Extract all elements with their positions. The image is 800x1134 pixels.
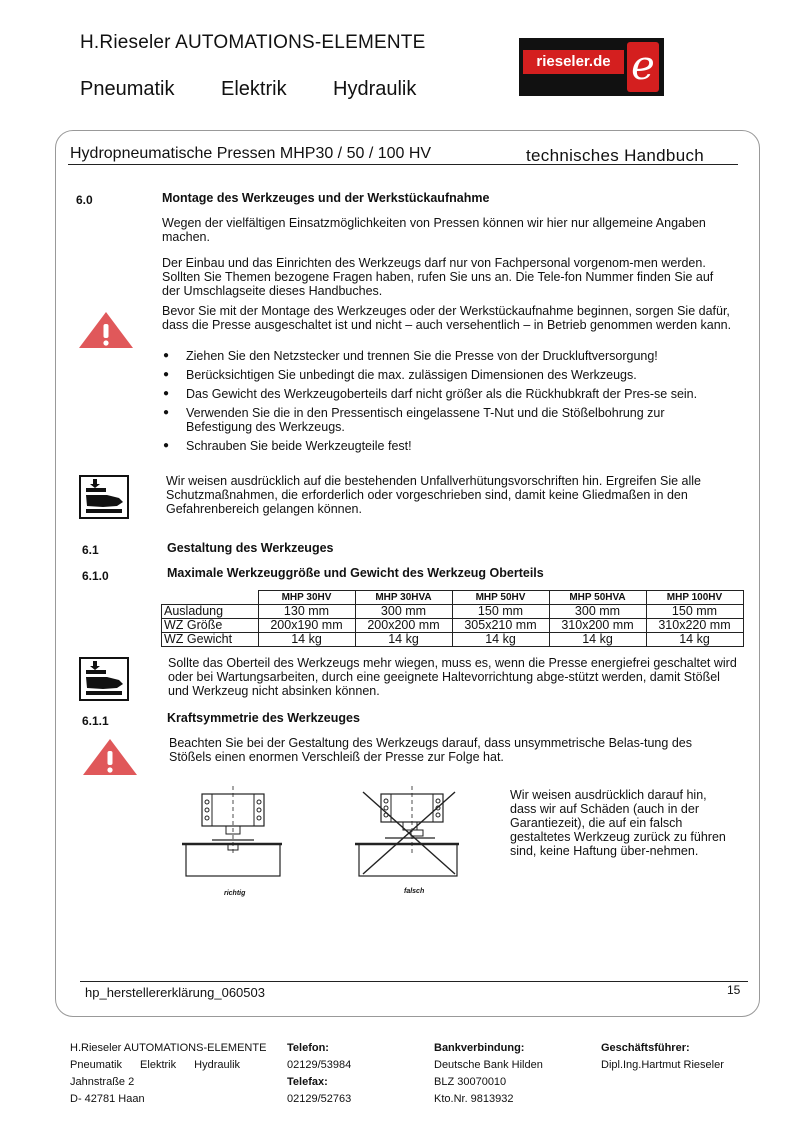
table-cell: 130 mm [258, 605, 355, 619]
section-title-6-0: Montage des Werkzeuges und der Werkstückaufnahme [162, 191, 490, 205]
tool-size-table [161, 590, 744, 647]
company-name: H.Rieseler AUTOMATIONS-ELEMENTE [80, 32, 426, 53]
row-label: WZ Gewicht [162, 633, 259, 647]
address-company: H.Rieseler AUTOMATIONS-ELEMENTE [70, 1042, 267, 1054]
address-street: Jahnstraße 2 [70, 1076, 135, 1088]
category-pneumatik: Pneumatik [80, 78, 175, 100]
paragraph-fachpersonal: Der Einbau und das Einrichten des Werkzeugs darf nur von Fachpersonal vorgenom-men werden. Sollten Sie Themen bezogene Fragen haben, rufen Sie uns an. Die Tele-fon Nummer finden Sie auf der Umschlagseite dieses Handbuches. [162, 256, 714, 298]
column-header: MHP 100HV [646, 591, 743, 605]
phone-label: Telefon: [287, 1042, 329, 1054]
table-cell: 14 kg [258, 633, 355, 647]
paragraph-before-mounting: Bevor Sie mit der Montage des Werkzeuges oder der Werkstückaufnahme beginnen, sorgen Sie dafür, dass die Presse ausgeschaltet ist und nicht – auch versehentlich – in Betrieb genommen werden kann. [162, 304, 732, 332]
logo-letter: e [627, 42, 659, 92]
row-label: Ausladung [162, 605, 259, 619]
table-cell: 200x190 mm [258, 619, 355, 633]
table-cell: 200x200 mm [355, 619, 452, 633]
list-item: ● Berücksichtigen Sie unbedingt die max. zulässigen Dimensionen des Werkzeugs. [160, 368, 750, 382]
hand-crush-icon [79, 657, 129, 701]
document-title: Hydropneumatische Pressen MHP30 / 50 / 100 HV [70, 145, 432, 162]
bank-block [434, 1040, 543, 1108]
table-cell: 310x200 mm [549, 619, 646, 633]
row-label: WZ Größe [162, 619, 259, 633]
address-categories [70, 1057, 266, 1074]
table-cell: 300 mm [549, 605, 646, 619]
paragraph-accident-prevention: Wir weisen ausdrücklich auf die bestehenden Unfallverhütungsvorschriften hin. Ergreifen Sie alle Schutzmaßnahmen, die erforderlich oder vorgeschrieben sind, damit keine Gliedmaßen in den Gefahrenbereich gelangen können. [166, 474, 702, 516]
bank-label: Bankverbindung: [434, 1042, 525, 1054]
document-subtitle: technisches Handbuch [526, 146, 705, 165]
section-number-6-1-0: 6.1.0 [82, 569, 109, 583]
paragraph-symmetry: Beachten Sie bei der Gestaltung des Werkzeugs darauf, dass unsymmetrische Belas-tung des Stößels einen enormen Verschleiß der Presse zur Folge hat. [169, 736, 692, 764]
category-hydraulik: Hydraulik [333, 78, 417, 100]
section-number-6-1: 6.1 [82, 543, 99, 557]
table-row [162, 619, 744, 633]
column-header: MHP 30HVA [355, 591, 452, 605]
phone-number: 02129/53984 [287, 1059, 352, 1071]
section-number-6-1-1: 6.1.1 [82, 714, 109, 728]
table-cell: 150 mm [646, 605, 743, 619]
column-header: MHP 50HV [452, 591, 549, 605]
bank-blz: BLZ 30070010 [434, 1076, 507, 1088]
bank-account: Kto.Nr. 9813932 [434, 1093, 514, 1105]
address-category: Elektrik [140, 1059, 177, 1071]
list-item: ● Ziehen Sie den Netzstecker und trennen Sie die Presse von der Druckluftversorgung! [160, 349, 750, 363]
management-label: Geschäftsführer: [601, 1042, 690, 1054]
table-cell: 14 kg [452, 633, 549, 647]
bank-name: Deutsche Bank Hilden [434, 1059, 543, 1071]
paragraph-heavy-upper-part: Sollte das Oberteil des Werkzeugs mehr wiegen, muss es, wenn die Presse energiefrei geschaltet wird oder bei Wartungsarbeiten, durch eine geeignete Haltevorrichtung abge-stützt werden, damit Stößel und Werkzeug nicht absinken können. [168, 656, 737, 698]
table-cell: 14 kg [549, 633, 646, 647]
table-cell: 150 mm [452, 605, 549, 619]
paragraph-intro: Wegen der vielfältigen Einsatzmöglichkeiten von Pressen können wir hier nur allgemeine Angaben machen. [162, 216, 706, 244]
figure-label-correct: richtig [224, 890, 246, 897]
correct-tool-figure [182, 786, 282, 880]
address-category: Pneumatik [70, 1059, 122, 1071]
warning-triangle-icon [77, 310, 135, 350]
category-elektrik: Elektrik [221, 78, 287, 100]
header-rule [68, 164, 738, 165]
section-title-6-1-0: Maximale Werkzeuggröße und Gewicht des Werkzeug Oberteils [167, 566, 544, 580]
table-cell: 14 kg [355, 633, 452, 647]
footer-filename: hp_herstellererklärung_060503 [85, 985, 265, 1000]
list-item: ● Verwenden Sie die in den Pressentisch eingelassene T-Nut und die Stößelbohrung zur Befestigung des Werkzeugs. [160, 406, 731, 434]
warning-triangle-icon [81, 737, 139, 777]
table-cell: 14 kg [646, 633, 743, 647]
management-name: Dipl.Ing.Hartmut Rieseler [601, 1059, 724, 1071]
page-number: 15 [727, 983, 741, 997]
contact-block [287, 1040, 351, 1108]
list-item: ● Das Gewicht des Werkzeugoberteils darf nicht größer als die Rückhubkraft der Pres-se sein. [160, 387, 726, 401]
table-row [162, 605, 744, 619]
wrong-tool-figure [355, 786, 463, 880]
hand-crush-icon [79, 475, 129, 519]
table-cell: 300 mm [355, 605, 452, 619]
logo-text: rieseler.de [523, 50, 624, 74]
table-cell: 310x220 mm [646, 619, 743, 633]
section-title-6-1: Gestaltung des Werkzeuges [167, 541, 334, 555]
safety-bullet-list [160, 349, 750, 458]
address-category: Hydraulik [194, 1059, 241, 1071]
management-block [601, 1040, 724, 1074]
paragraph-liability-note: Wir weisen ausdrücklich darauf hin, dass wir auf Schäden (auch in der Garantiezeit), die auf ein falsch gestaltetes Werkzeug zurück zu führen sind, keine Haftung über-nehmen. [510, 788, 726, 858]
address-block [70, 1040, 266, 1108]
fax-label: Telefax: [287, 1076, 328, 1088]
section-title-6-1-1: Kraftsymmetrie des Werkzeuges [167, 711, 360, 725]
table-row [162, 633, 744, 647]
column-header: MHP 30HV [258, 591, 355, 605]
table-header-row [162, 591, 744, 605]
address-city: D- 42781 Haan [70, 1093, 145, 1105]
rieseler-logo [519, 38, 664, 96]
list-item: ● Schrauben Sie beide Werkzeugteile fest! [160, 439, 750, 453]
fax-number: 02129/52763 [287, 1093, 352, 1105]
column-header: MHP 50HVA [549, 591, 646, 605]
section-number-6-0: 6.0 [76, 193, 93, 207]
figure-label-wrong: falsch [404, 888, 425, 895]
footer-rule [80, 981, 748, 982]
table-cell: 305x210 mm [452, 619, 549, 633]
